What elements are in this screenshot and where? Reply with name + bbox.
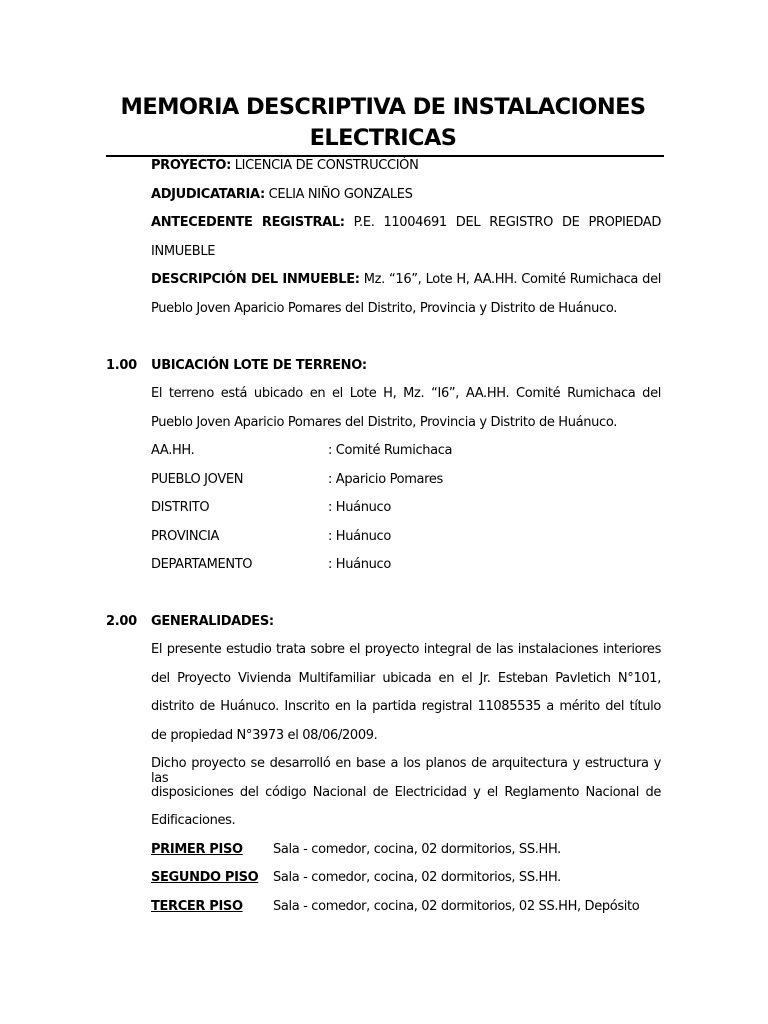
antecedente-value-2: INMUEBLE <box>151 244 216 259</box>
proyecto-label: PROYECTO: <box>151 158 231 173</box>
section-2-line-2: del Proyecto Vivienda Multifamiliar ubicada en el Jr. Esteban Pavletich N°101, <box>151 671 661 686</box>
location-value-departamento: : Huánuco <box>328 557 391 572</box>
floor-label-primer-piso: PRIMER PISO <box>151 842 243 857</box>
section-2-line-5: Dicho proyecto se desarrolló en base a los planos de arquitectura y estructura y las <box>151 756 661 786</box>
antecedente-label: ANTECEDENTE REGISTRAL: <box>151 215 345 230</box>
floor-label-tercer-piso: TERCER PISO <box>151 899 243 914</box>
floor-value-tercer-piso: Sala - comedor, cocina, 02 dormitorios, 02 SS.HH, Depósito <box>273 899 640 914</box>
floor-value-primer-piso: Sala - comedor, cocina, 02 dormitorios, SS.HH. <box>273 842 561 857</box>
antecedente-field <box>151 215 661 230</box>
floor-value-segundo-piso: Sala - comedor, cocina, 02 dormitorios, SS.HH. <box>273 870 561 885</box>
title-line-2: ELECTRICAS <box>309 125 457 151</box>
section-1-heading: UBICACIÓN LOTE DE TERRENO: <box>151 358 367 373</box>
location-value-pueblo-joven: : Aparicio Pomares <box>328 472 443 487</box>
floor-label-segundo-piso: SEGUNDO PISO <box>151 870 259 885</box>
section-1-number: 1.00 <box>106 358 137 373</box>
section-2-line-6: disposiciones del código Nacional de Electricidad y el Reglamento Nacional de <box>151 785 661 800</box>
location-label-provincia: PROVINCIA <box>151 529 219 544</box>
section-1-para-line-1: El terreno está ubicado en el Lote H, Mz. “I6”, AA.HH. Comité Rumichaca del <box>151 386 661 401</box>
section-2-line-7: Edificaciones. <box>151 813 236 828</box>
title-line-1: MEMORIA DESCRIPTIVA DE INSTALACIONES <box>120 94 646 120</box>
location-label-departamento: DEPARTAMENTO <box>151 557 253 572</box>
section-2-line-4: de propiedad N°3973 el 08/06/2009. <box>151 728 378 743</box>
descripcion-value-2: Pueblo Joven Aparicio Pomares del Distrito, Provincia y Distrito de Huánuco. <box>151 301 617 316</box>
location-value-distrito: : Huánuco <box>328 500 391 515</box>
document-title <box>100 92 666 154</box>
antecedente-value-1: P.E. 11004691 DEL REGISTRO DE PROPIEDAD <box>353 215 661 230</box>
location-value-aahh: : Comité Rumichaca <box>328 443 453 458</box>
location-label-pueblo-joven: PUEBLO JOVEN <box>151 472 244 487</box>
section-2-line-1: El presente estudio trata sobre el proyecto integral de las instalaciones interiores <box>151 642 661 657</box>
location-label-aahh: AA.HH. <box>151 443 195 458</box>
section-2-number: 2.00 <box>106 614 137 629</box>
adjudicataria-label: ADJUDICATARIA: <box>151 187 265 202</box>
descripcion-label: DESCRIPCIÓN DEL INMUEBLE: <box>151 272 360 287</box>
adjudicataria-field <box>151 187 413 202</box>
location-value-provincia: : Huánuco <box>328 529 391 544</box>
proyecto-field <box>151 158 418 173</box>
proyecto-value: LICENCIA DE CONSTRUCCIÓN <box>234 158 419 173</box>
descripcion-field <box>151 272 661 287</box>
section-2-heading: GENERALIDADES: <box>151 614 274 629</box>
location-label-distrito: DISTRITO <box>151 500 210 515</box>
adjudicataria-value: CELIA NIÑO GONZALES <box>268 187 413 202</box>
section-2-line-3: distrito de Huánuco. Inscrito en la partida registral 11085535 a mérito del título <box>151 699 661 714</box>
title-underline <box>106 155 664 157</box>
descripcion-value-1: Mz. “16”, Lote H, AA.HH. Comité Rumichaca del <box>363 272 661 287</box>
section-1-para-line-2: Pueblo Joven Aparicio Pomares del Distrito, Provincia y Distrito de Huánuco. <box>151 415 617 430</box>
